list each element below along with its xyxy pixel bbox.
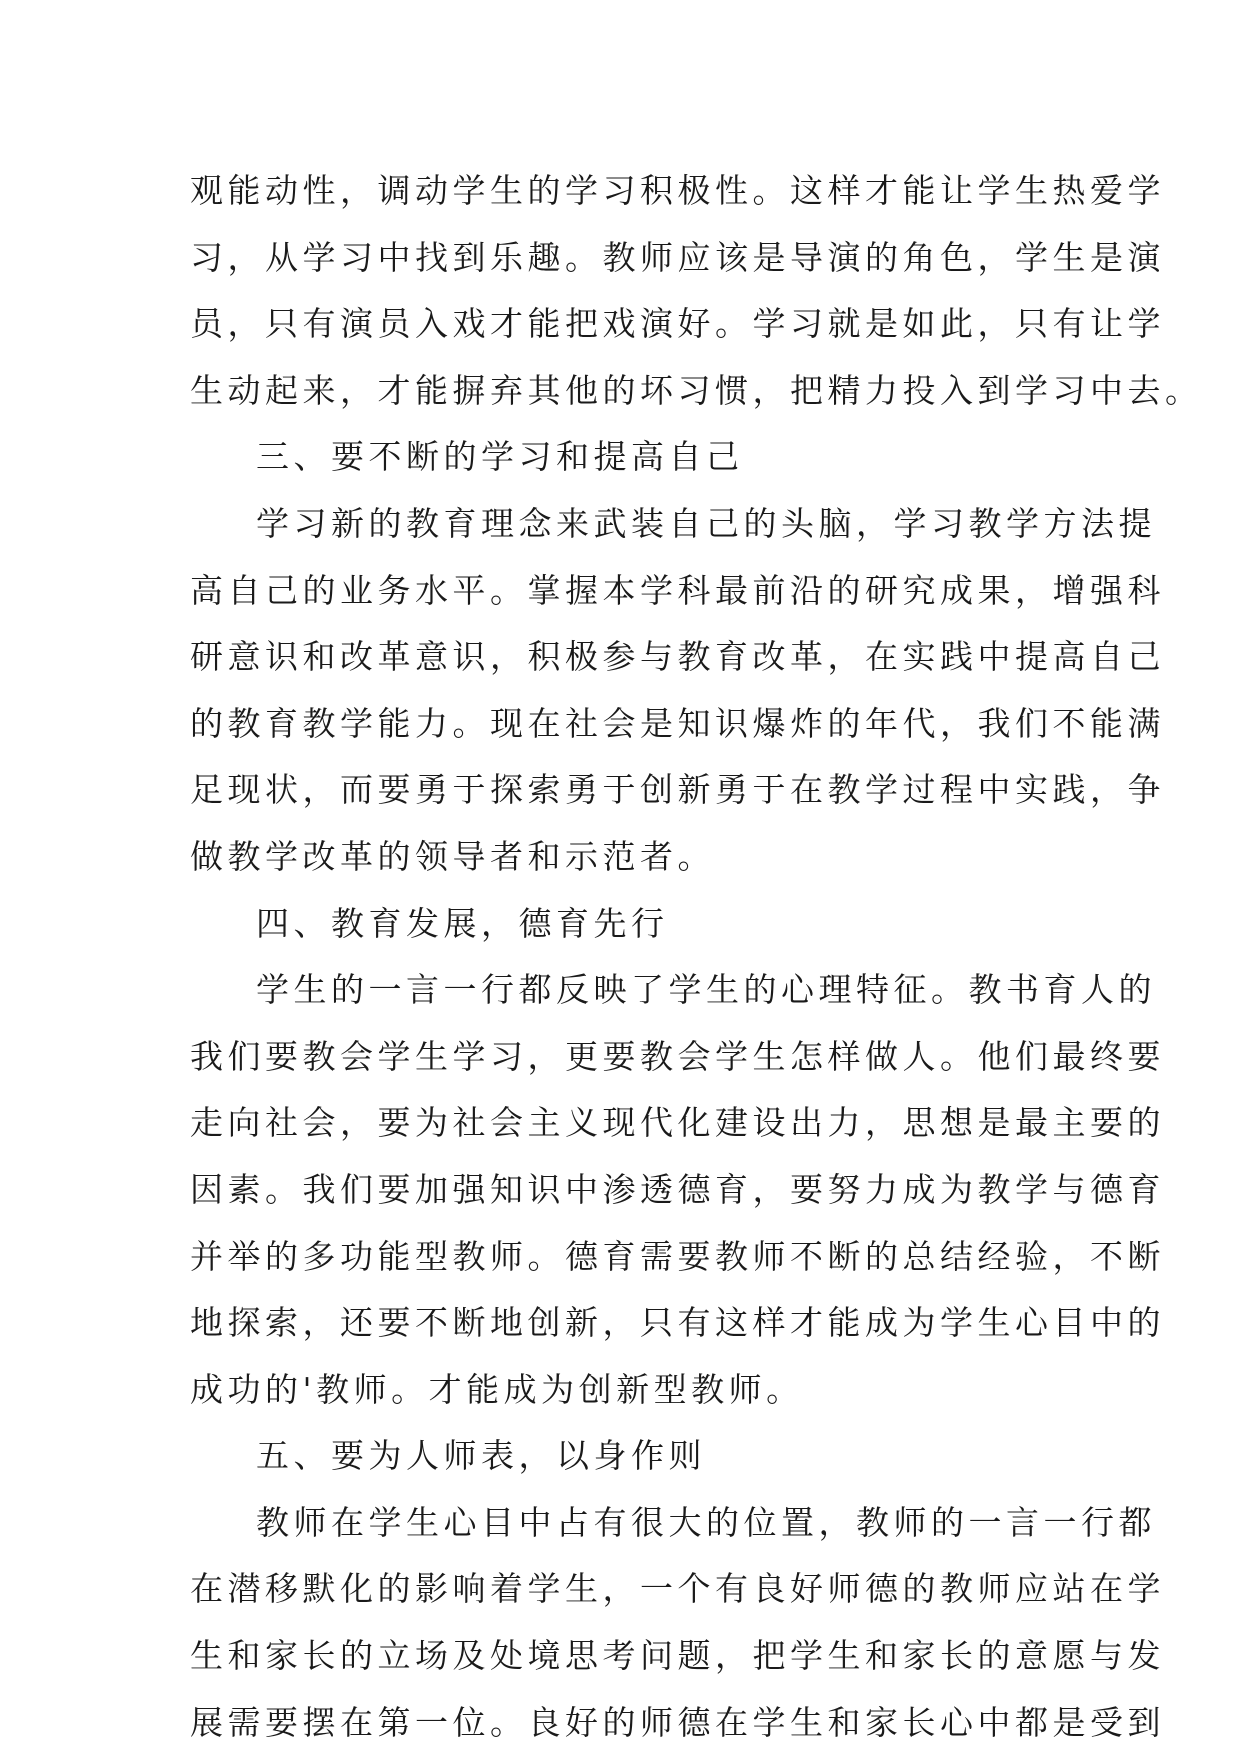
paragraph-first-line: 学习新的教育理念来武装自己的头脑，学习教学方法提 — [256, 503, 1156, 543]
paragraph-line: 展需要摆在第一位。良好的师德在学生和家长心中都是受到 — [190, 1702, 1165, 1742]
paragraph-line: 做教学改革的领导者和示范者。 — [190, 836, 715, 876]
paragraph-line: 习，从学习中找到乐趣。教师应该是导演的角色，学生是演 — [190, 237, 1165, 277]
paragraph-line: 成功的'教师。才能成为创新型教师。 — [190, 1369, 804, 1409]
paragraph-line: 高自己的业务水平。掌握本学科最前沿的研究成果，增强科 — [190, 570, 1165, 610]
section-heading-3: 三、要不断的学习和提高自己 — [256, 437, 744, 477]
paragraph-line: 的教育教学能力。现在社会是知识爆炸的年代，我们不能满 — [190, 703, 1165, 743]
paragraph-first-line: 学生的一言一行都反映了学生的心理特征。教书育人的 — [256, 970, 1156, 1010]
paragraph-line: 在潜移默化的影响着学生，一个有良好师德的教师应站在学 — [190, 1569, 1165, 1609]
paragraph-line: 地探索，还要不断地创新，只有这样才能成为学生心目中的 — [190, 1303, 1165, 1343]
paragraph-line: 我们要教会学生学习，更要教会学生怎样做人。他们最终要 — [190, 1036, 1165, 1076]
paragraph-line: 因素。我们要加强知识中渗透德育，要努力成为教学与德育 — [190, 1169, 1165, 1209]
paragraph-line: 生动起来，才能摒弃其他的坏习惯，把精力投入到学习中去。 — [190, 370, 1203, 410]
section-heading-4: 四、教育发展，德育先行 — [256, 903, 669, 943]
paragraph-line: 研意识和改革意识，积极参与教育改革，在实践中提高自己 — [190, 637, 1165, 677]
paragraph-line: 员，只有演员入戏才能把戏演好。学习就是如此，只有让学 — [190, 304, 1165, 344]
paragraph-line: 生和家长的立场及处境思考问题，把学生和家长的意愿与发 — [190, 1636, 1165, 1676]
paragraph-line: 走向社会，要为社会主义现代化建设出力，思想是最主要的 — [190, 1103, 1165, 1143]
paragraph-first-line: 教师在学生心目中占有很大的位置，教师的一言一行都 — [256, 1502, 1156, 1542]
section-heading-5: 五、要为人师表，以身作则 — [256, 1436, 706, 1476]
document-body — [190, 158, 1203, 1756]
paragraph-line: 观能动性，调动学生的学习积极性。这样才能让学生热爱学 — [190, 171, 1165, 210]
paragraph-line: 足现状，而要勇于探索勇于创新勇于在教学过程中实践，争 — [190, 770, 1165, 810]
paragraph-line: 并举的多功能型教师。德育需要教师不断的总结经验，不断 — [190, 1236, 1165, 1276]
